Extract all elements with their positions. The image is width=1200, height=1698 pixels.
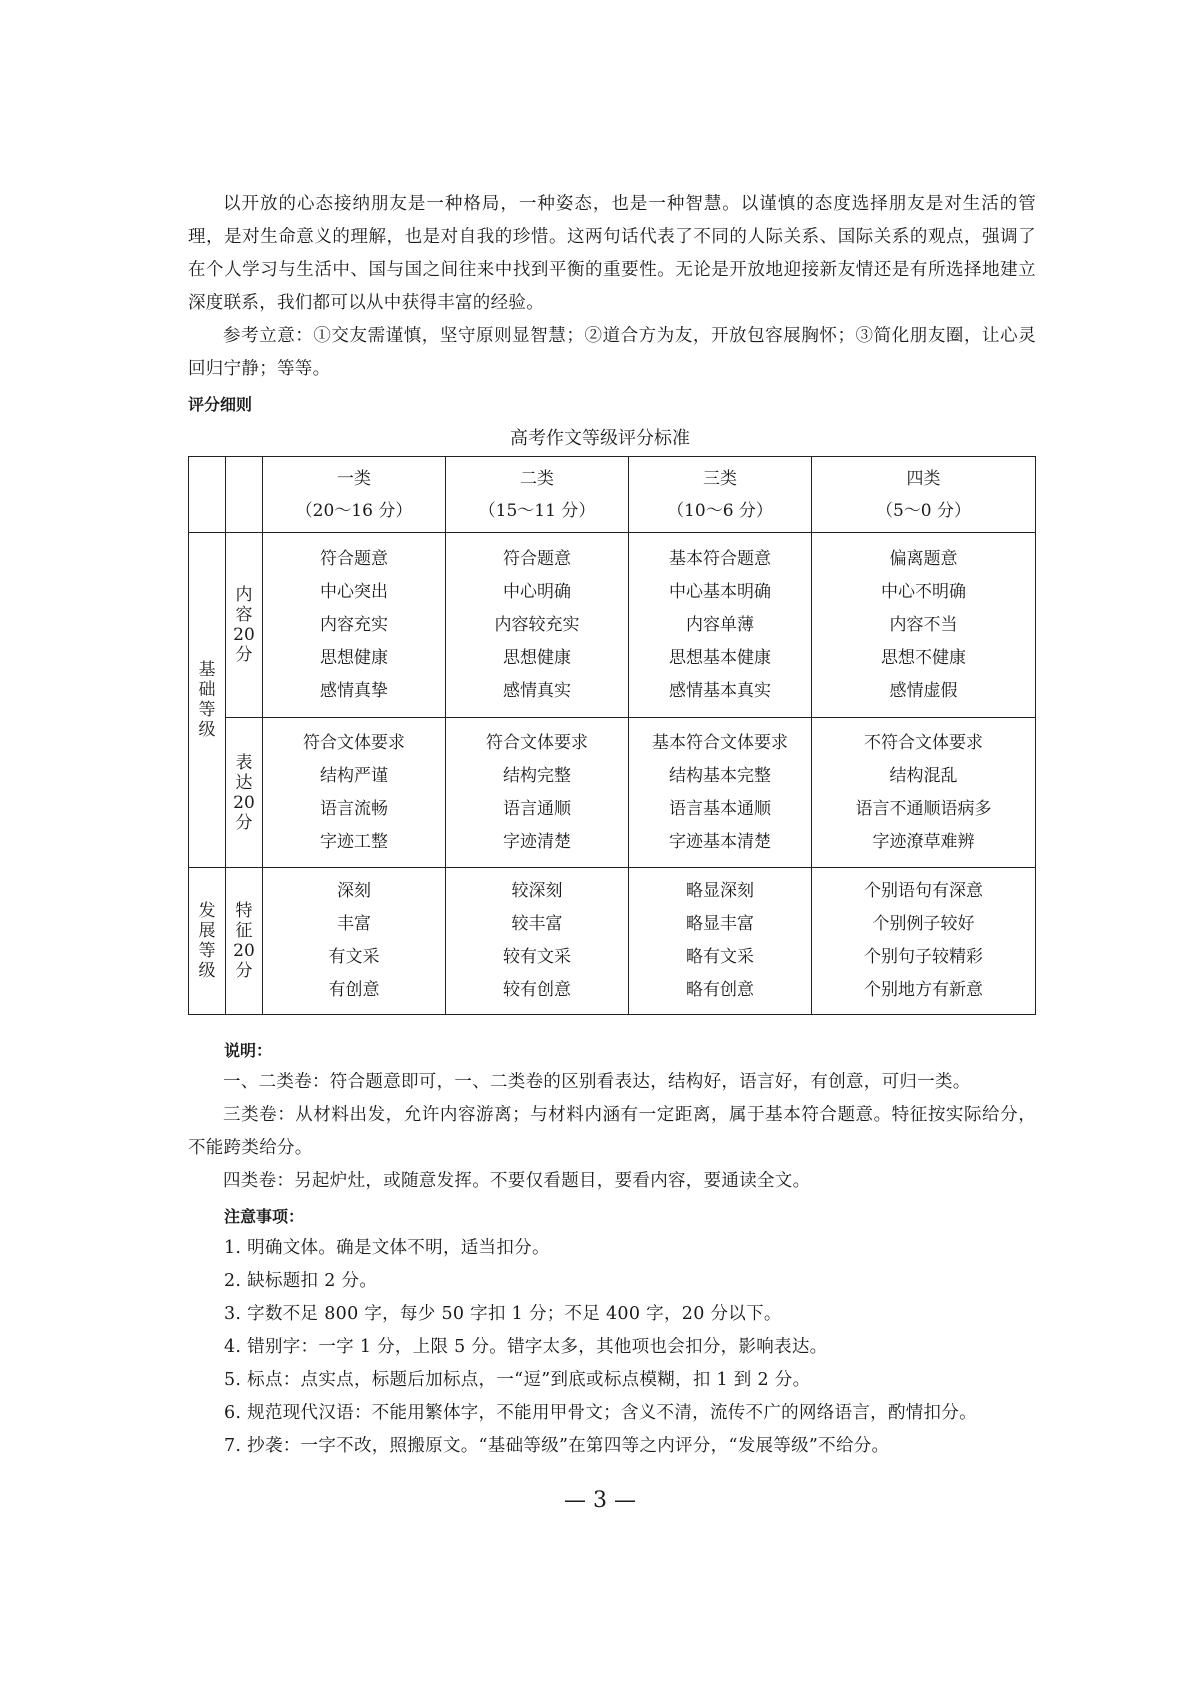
- criteria-line: 基本符合文体要求: [652, 732, 788, 753]
- criteria-line: 感情真挚: [320, 680, 388, 701]
- group-label-development: [189, 868, 226, 1015]
- intro-paragraph: 以开放的心态接纳朋友是一种格局，一种姿态，也是一种智慧。以谨慎的态度选择朋友是对生活的管理，是对生命意义的理解，也是对自我的珍惜。这两句话代表了不同的人际关系、国际关系的观点，强调了在个人学习与生活中、国与国之间往来中找到平衡的重要性。无论是开放地迎接新友情还是有所选择地建立深度联系，我们都可以从中获得丰富的经验。: [188, 194, 1036, 313]
- vertical-char: 20: [233, 625, 255, 645]
- criteria-cell: [629, 718, 812, 868]
- header-label: 四类: [906, 468, 941, 489]
- criteria-line: 基本符合题意: [669, 548, 771, 569]
- header-range: （15～11 分）: [478, 500, 596, 521]
- criteria-cell: [446, 718, 629, 868]
- criteria-line: 内容较充实: [494, 614, 580, 635]
- criteria-line: 符合文体要求: [303, 732, 405, 753]
- header-cell: [629, 457, 812, 533]
- note-item: 4. 错别字：一字 1 分，上限 5 分。错字太多，其他项也会扣分，影响表达。: [224, 1337, 828, 1357]
- table-row: [189, 718, 1036, 868]
- criteria-line: 结构严谨: [320, 765, 388, 786]
- criteria-cell: [812, 718, 1036, 868]
- criteria-line: 中心突出: [320, 581, 388, 602]
- table-row: [189, 868, 1036, 1015]
- criteria-line: 深刻: [337, 881, 371, 901]
- criteria-line: 字迹潦草难辨: [872, 831, 975, 852]
- explanation-paragraph: 四类卷：另起炉灶，或随意发挥。不要仅看题目，要看内容，要通读全文。: [223, 1171, 811, 1191]
- explanation-heading: 说明：: [224, 1041, 273, 1060]
- criteria-cell: [812, 533, 1036, 718]
- criteria-line: 偏离题意: [889, 548, 958, 569]
- criteria-cell: [263, 718, 446, 868]
- criteria-line: 结构完整: [503, 765, 571, 786]
- criteria-line: 不符合文体要求: [864, 732, 983, 753]
- criteria-line: 结构基本完整: [669, 765, 771, 786]
- note-item: 5. 标点：点实点，标题后加标点，一“逗”到底或标点模糊，扣 1 到 2 分。: [224, 1370, 811, 1390]
- note-item: 2. 缺标题扣 2 分。: [224, 1271, 378, 1291]
- explanation-paragraph: 一、二类卷：符合题意即可，一、二类卷的区别看表达，结构好，语言好，有创意，可归一类。: [223, 1072, 971, 1092]
- note-item: 7. 抄袭：一字不改，照搬原文。“基础等级”在第四等之内评分，“发展等级”不给分。: [224, 1436, 890, 1456]
- criteria-line: 较深刻: [511, 881, 563, 901]
- criteria-line: 感情虚假: [889, 680, 958, 701]
- explanation-paragraph: 三类卷：从材料出发，允许内容游离；与材料内涵有一定距离，属于基本符合题意。特征按实际给分，不能跨类给分。: [188, 1105, 1036, 1158]
- criteria-line: 个别句子较精彩: [864, 947, 983, 967]
- criteria-line: 略有文采: [686, 947, 754, 967]
- criteria-cell: [446, 868, 629, 1015]
- criteria-line: 符合文体要求: [486, 732, 588, 753]
- note-item: 6. 规范现代汉语：不能用繁体字，不能用甲骨文；含义不清，流传不广的网络语言，酌情扣分。: [224, 1403, 977, 1423]
- criteria-line: 字迹清楚: [503, 831, 571, 852]
- vertical-char: 容: [235, 605, 253, 625]
- header-label: 三类: [703, 468, 737, 489]
- scoring-heading: 评分细则: [188, 395, 253, 414]
- vertical-char: 础: [198, 680, 216, 700]
- criteria-line: 内容单薄: [686, 614, 754, 635]
- criteria-line: 略有创意: [686, 980, 754, 1000]
- criteria-line: 有文采: [328, 947, 380, 967]
- group-label-basic: [189, 533, 226, 868]
- criteria-line: 语言基本通顺: [669, 798, 771, 819]
- page-number: — 3 —: [564, 1488, 636, 1513]
- header-range: （10～6 分）: [667, 500, 773, 521]
- vertical-char: 内: [235, 585, 253, 605]
- criteria-line: 较有文采: [503, 947, 571, 967]
- criteria-line: 中心明确: [503, 581, 571, 602]
- grading-table: [188, 456, 1036, 1015]
- criteria-line: 个别语句有深意: [864, 881, 983, 901]
- criteria-line: 较有创意: [503, 980, 571, 1000]
- vertical-char: 级: [198, 961, 216, 981]
- header-cell: [812, 457, 1036, 533]
- vertical-char: 等: [198, 700, 216, 720]
- vertical-char: 达: [235, 772, 253, 793]
- criteria-cell: [812, 868, 1036, 1015]
- criteria-line: 字迹工整: [320, 831, 388, 852]
- criteria-line: 结构混乱: [889, 765, 958, 786]
- vertical-char: 分: [235, 645, 253, 665]
- header-cell: [263, 457, 446, 533]
- vertical-char: 级: [198, 720, 216, 740]
- criteria-cell: [629, 533, 812, 718]
- header-range: （5～0 分）: [875, 500, 972, 521]
- vertical-char: 展: [198, 921, 216, 941]
- criteria-line: 略显丰富: [686, 914, 754, 934]
- criteria-line: 符合题意: [320, 548, 388, 569]
- vertical-char: 基: [198, 660, 216, 680]
- criteria-line: 思想不健康: [881, 647, 966, 668]
- table-header-row: [189, 457, 1036, 533]
- table-title: 高考作文等级评分标准: [510, 428, 690, 449]
- corner-cell: [189, 457, 226, 533]
- criteria-line: 思想基本健康: [669, 647, 771, 668]
- note-item: 3. 字数不足 800 字，每少 50 字扣 1 分；不足 400 字，20 分以下。: [224, 1304, 782, 1324]
- vertical-char: 等: [198, 941, 216, 961]
- note-item: 1. 明确文体。确是文体不明，适当扣分。: [224, 1238, 550, 1258]
- criteria-cell: [263, 533, 446, 718]
- criteria-line: 语言流畅: [320, 798, 388, 819]
- item-label: [226, 868, 263, 1015]
- vertical-char: 表: [235, 752, 253, 773]
- criteria-line: 思想健康: [320, 647, 388, 668]
- header-cell: [446, 457, 629, 533]
- vertical-char: 分: [235, 961, 253, 981]
- criteria-line: 符合题意: [503, 548, 571, 569]
- vertical-char: 20: [233, 792, 255, 813]
- criteria-line: 思想健康: [503, 647, 571, 668]
- table-row: [189, 533, 1036, 718]
- criteria-line: 语言通顺: [503, 798, 571, 819]
- vertical-char: 20: [233, 941, 255, 961]
- criteria-line: 较丰富: [511, 914, 563, 934]
- header-label: 一类: [337, 468, 371, 489]
- notes-heading: 注意事项：: [224, 1207, 305, 1226]
- vertical-char: 特: [235, 901, 253, 921]
- criteria-cell: [446, 533, 629, 718]
- criteria-cell: [629, 868, 812, 1015]
- criteria-line: 内容不当: [889, 614, 958, 635]
- criteria-line: 感情真实: [503, 680, 571, 701]
- criteria-line: 有创意: [328, 980, 380, 1000]
- vertical-char: 征: [235, 921, 253, 941]
- criteria-line: 个别地方有新意: [864, 980, 983, 1000]
- header-label: 二类: [520, 468, 554, 489]
- criteria-line: 个别例子较好: [872, 914, 975, 934]
- criteria-line: 中心基本明确: [669, 581, 771, 602]
- reference-ideas-paragraph: 参考立意：①交友需谨慎，坚守原则显智慧；②道合方为友，开放包容展胸怀；③简化朋友圈，让心灵回归宁静；等等。: [188, 326, 1036, 379]
- criteria-line: 中心不明确: [881, 581, 966, 602]
- criteria-line: 内容充实: [320, 614, 388, 635]
- criteria-line: 感情基本真实: [669, 680, 771, 701]
- item-label: [226, 718, 263, 868]
- item-label: [226, 533, 263, 718]
- corner-cell: [226, 457, 263, 533]
- vertical-char: 发: [198, 901, 216, 921]
- criteria-cell: [263, 868, 446, 1015]
- header-range: （20～16 分）: [295, 500, 413, 521]
- criteria-line: 丰富: [337, 914, 371, 934]
- criteria-line: 略显深刻: [686, 881, 754, 901]
- vertical-char: 分: [235, 812, 253, 833]
- criteria-line: 语言不通顺语病多: [855, 798, 992, 819]
- criteria-line: 字迹基本清楚: [669, 831, 771, 852]
